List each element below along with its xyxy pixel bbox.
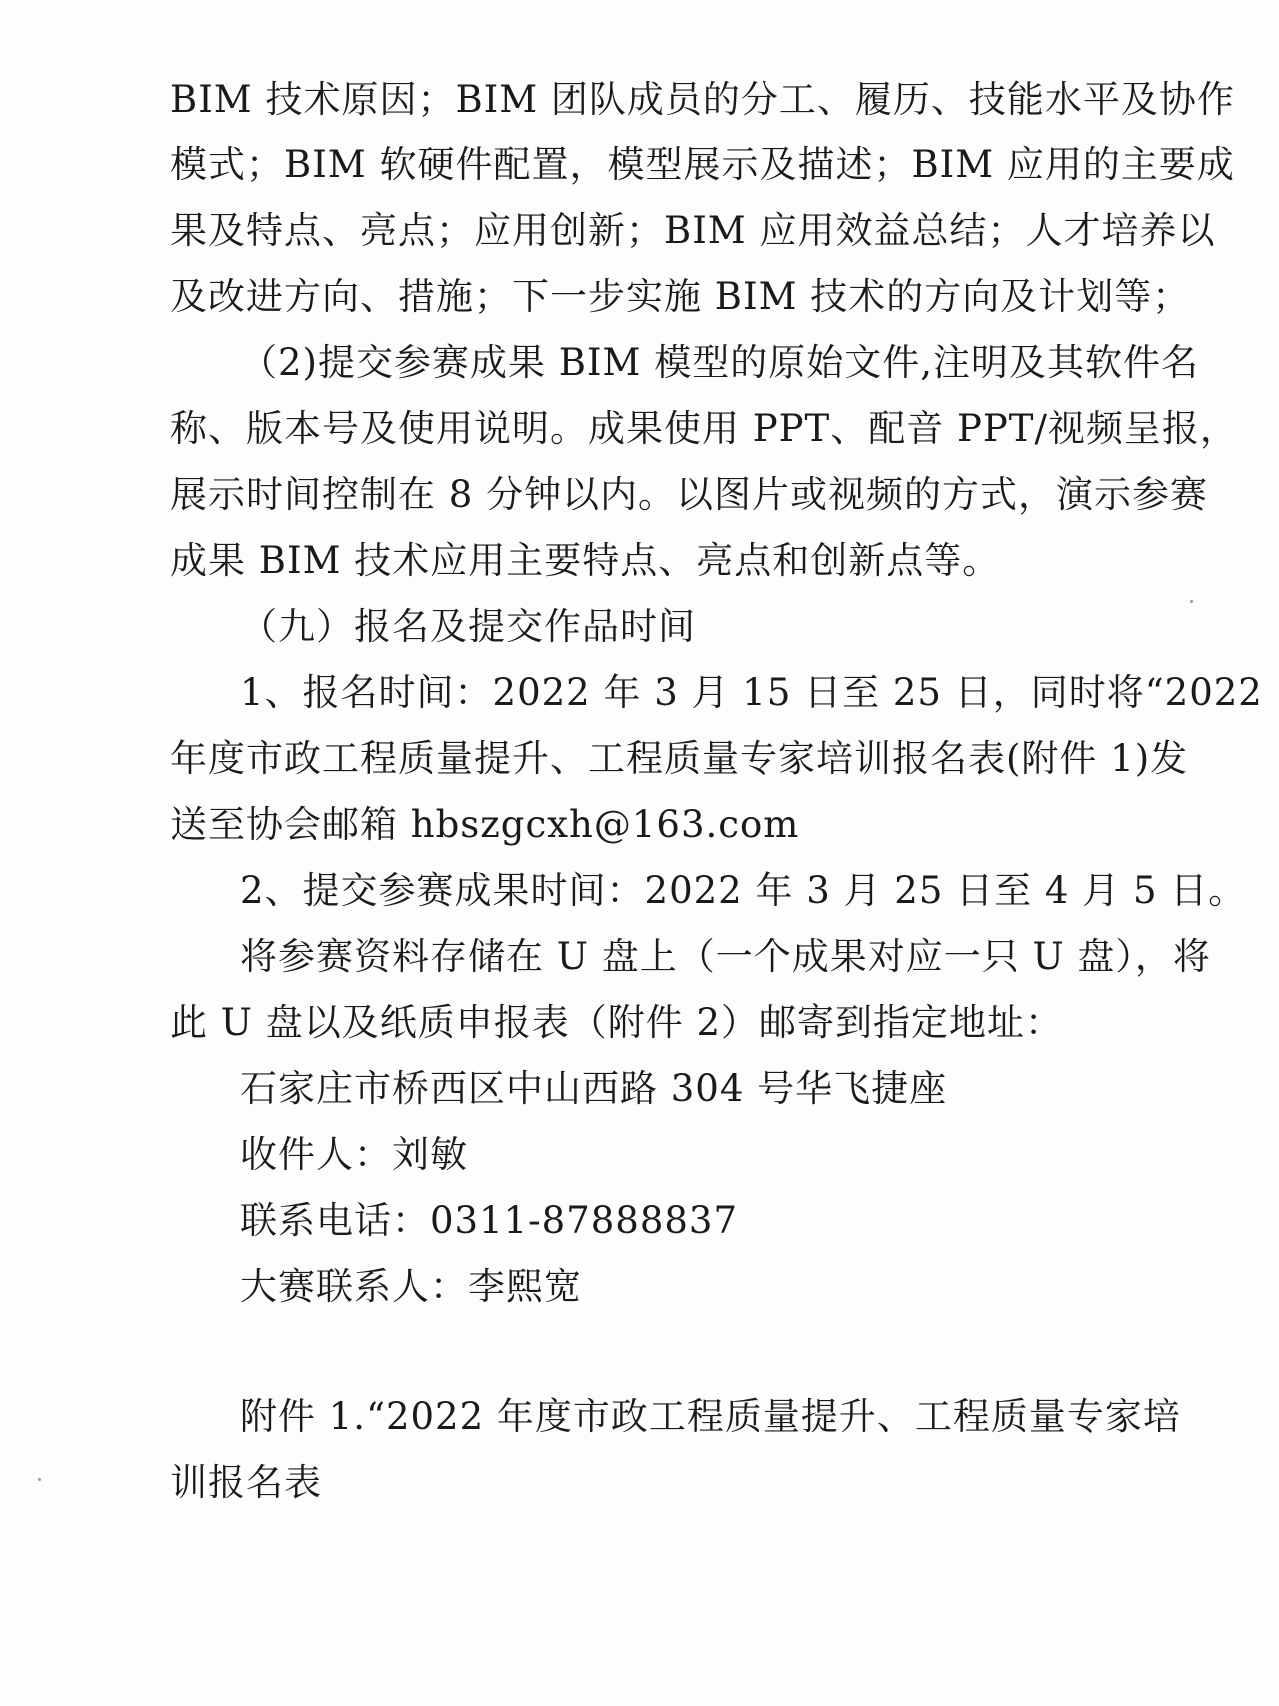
para2-line-2: 称、版本号及使用说明。成果使用 PPT、配音 PPT/视频呈报， [170, 407, 1238, 450]
usb-line-1: 将参赛资料存储在 U 盘上（一个成果对应一只 U 盘），将 [240, 935, 1211, 978]
attachment-line-2: 训报名表 [170, 1461, 322, 1504]
para2-line-4: 成果 BIM 技术应用主要特点、亮点和创新点等。 [170, 539, 1001, 582]
para1-line-1: BIM 技术原因；BIM 团队成员的分工、履历、技能水平及协作 [170, 78, 1235, 121]
item1-line-2: 年度市政工程质量提升、工程质量专家培训报名表(附件 1)发 [170, 737, 1189, 780]
item1-line-1: 1、报名时间：2022 年 3 月 15 日至 25 日，同时将“2022 [240, 671, 1263, 714]
para1-line-2: 模式；BIM 软硬件配置，模型展示及描述；BIM 应用的主要成 [170, 143, 1235, 186]
para2-line-3: 展示时间控制在 8 分钟以内。以图片或视频的方式，演示参赛 [170, 473, 1209, 516]
mailing-address: 石家庄市桥西区中山西路 304 号华飞捷座 [240, 1067, 948, 1110]
item2-line: 2、提交参赛成果时间：2022 年 3 月 25 日至 4 月 5 日。 [240, 869, 1247, 912]
scan-speck [38, 1478, 41, 1481]
recipient: 收件人：刘敏 [240, 1133, 468, 1176]
para1-line-3: 果及特点、亮点；应用创新；BIM 应用效益总结；人才培养以 [170, 209, 1216, 252]
item1-line-3: 送至协会邮箱 hbszgcxh@163.com [170, 803, 800, 846]
para2-line-1: （2)提交参赛成果 BIM 模型的原始文件,注明及其软件名 [240, 341, 1199, 384]
contact-phone: 联系电话：0311-87888837 [240, 1199, 738, 1242]
scan-speck [1190, 600, 1193, 603]
contest-contact: 大赛联系人：李熙宽 [240, 1265, 582, 1308]
section-heading: （九）报名及提交作品时间 [240, 605, 696, 648]
para1-line-4: 及改进方向、措施；下一步实施 BIM 技术的方向及计划等； [170, 275, 1191, 318]
attachment-line-1: 附件 1.“2022 年度市政工程质量提升、工程质量专家培 [240, 1395, 1181, 1438]
usb-line-2: 此 U 盘以及纸质申报表（附件 2）邮寄到指定地址： [170, 1001, 1064, 1044]
